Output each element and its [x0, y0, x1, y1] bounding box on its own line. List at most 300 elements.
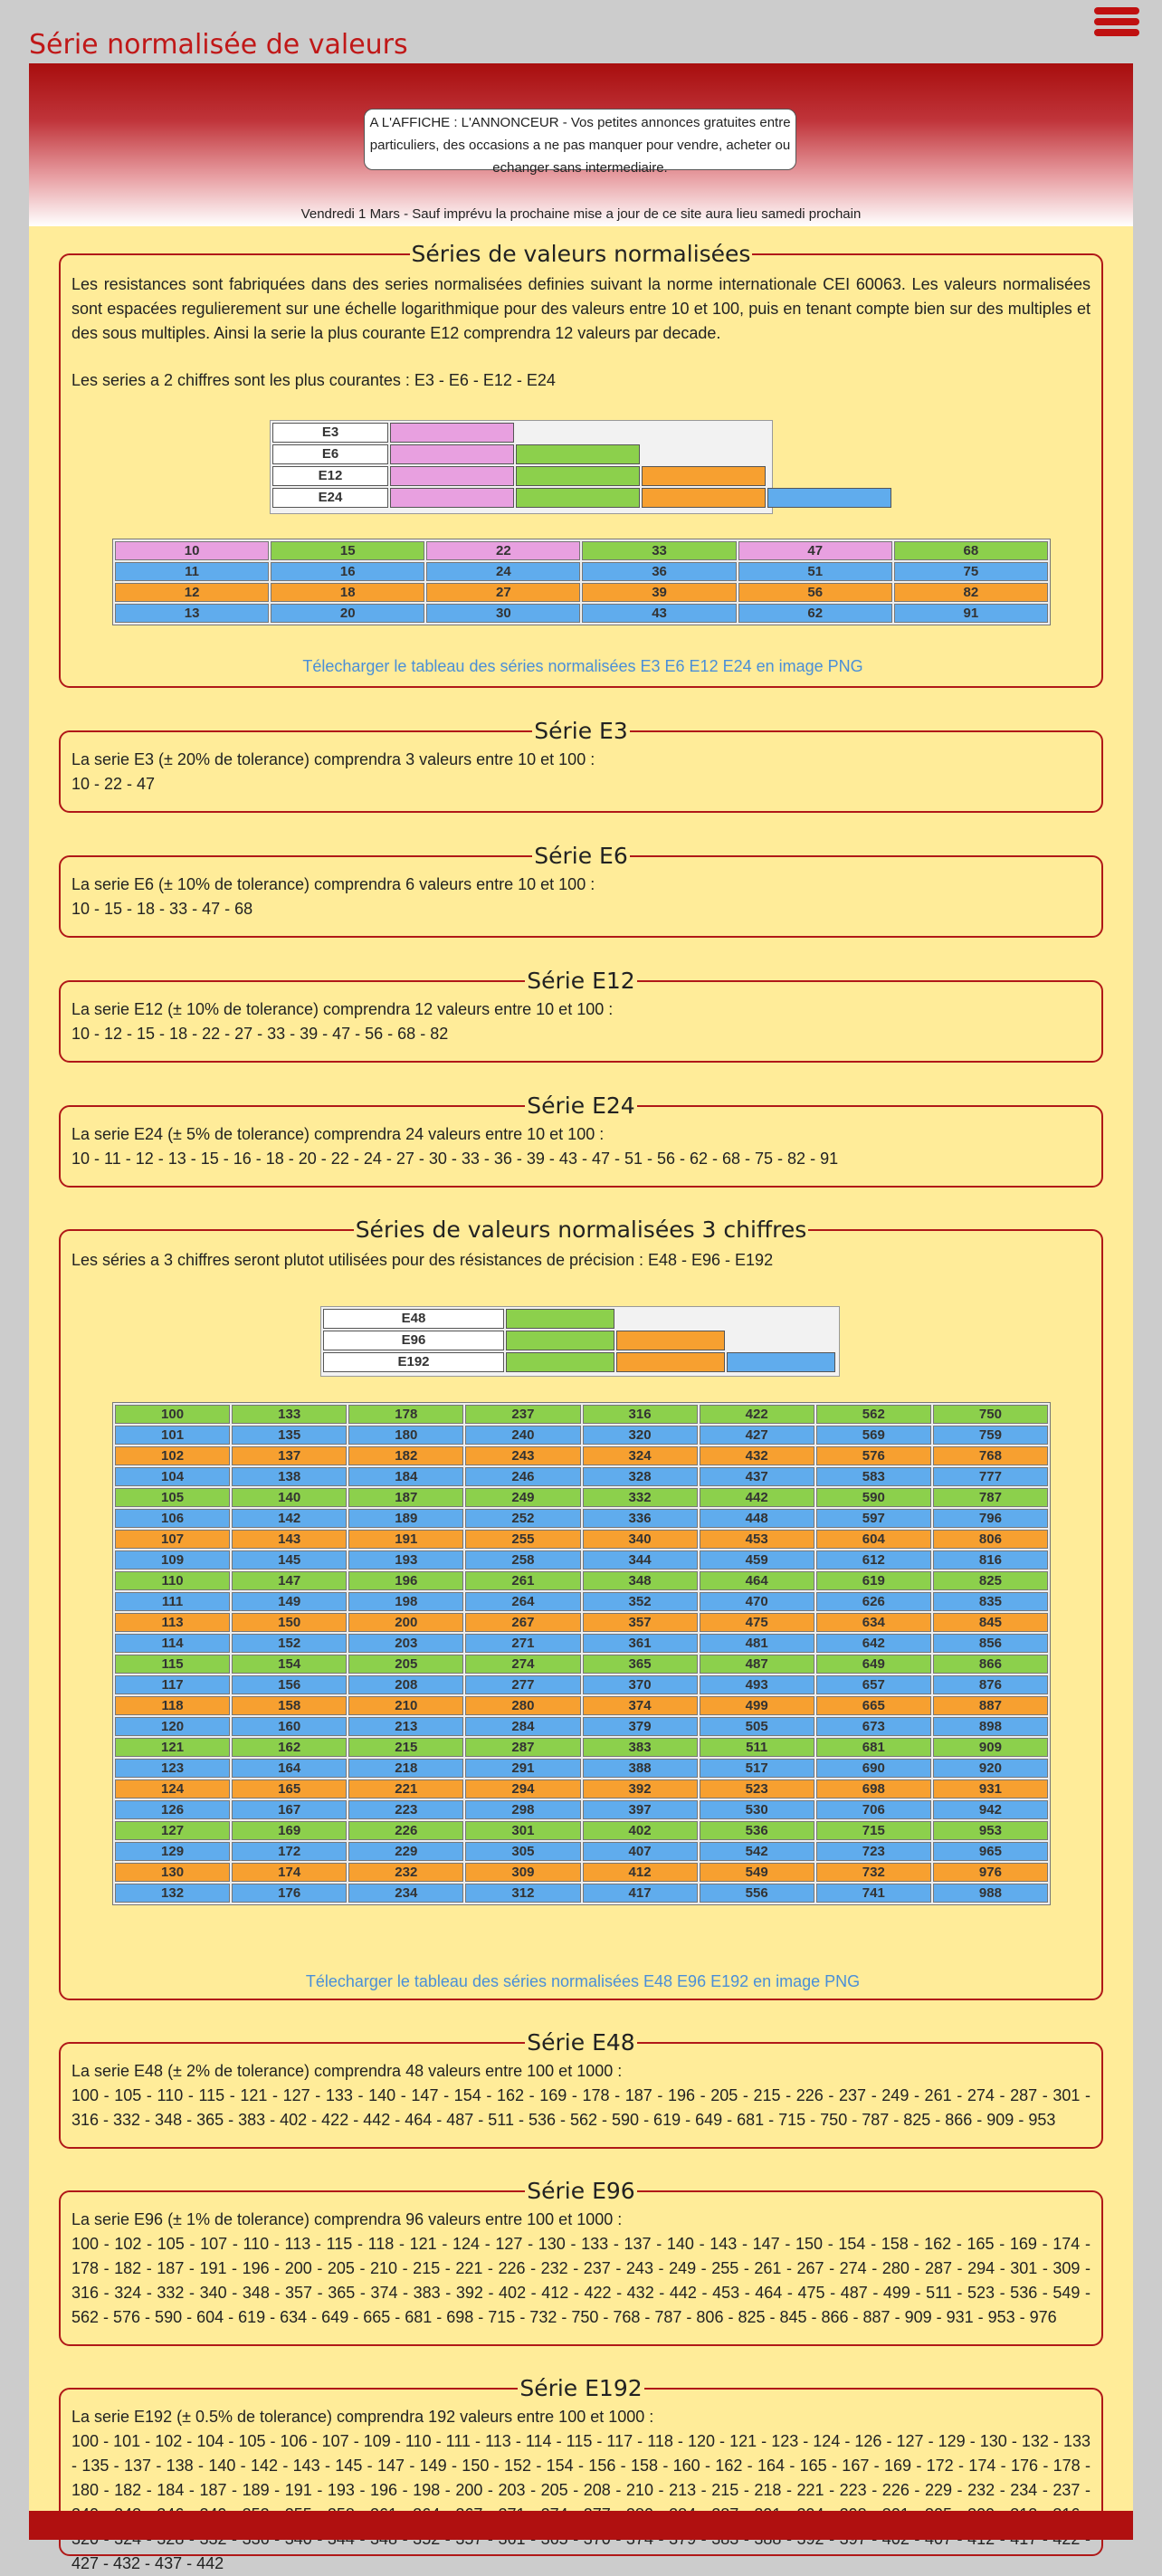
section-serie-e12: [59, 968, 1103, 1063]
table-cell: 203: [348, 1634, 463, 1653]
table-cell: 412: [583, 1863, 698, 1882]
table-cell: 198: [348, 1592, 463, 1611]
section-title: Série E3: [534, 718, 628, 744]
table-cell: 162: [232, 1738, 347, 1757]
table-cell: 274: [465, 1655, 580, 1674]
serie-description: La serie E48 (± 2% de tolerance) comprendra 48 valeurs entre 100 et 1000 :: [71, 2062, 623, 2080]
table-cell: 448: [700, 1509, 814, 1528]
table-cell: 777: [933, 1467, 1048, 1486]
table-row: [115, 1509, 1048, 1528]
table-cell: 768: [933, 1446, 1048, 1465]
series-label: E24: [272, 488, 388, 508]
table-cell: 205: [348, 1655, 463, 1674]
table-row: [115, 1426, 1048, 1445]
table-cell: 172: [232, 1842, 347, 1861]
table-cell: 196: [348, 1571, 463, 1590]
subtitle-text: Les series a 2 chiffres sont les plus courantes : E3 - E6 - E12 - E24: [71, 371, 556, 389]
table-cell: 160: [232, 1717, 347, 1736]
table-cell: 634: [816, 1613, 931, 1632]
table-cell: 120: [115, 1717, 230, 1736]
table-cell: 866: [933, 1655, 1048, 1674]
table-cell: 156: [232, 1675, 347, 1694]
table-cell: 750: [933, 1405, 1048, 1424]
table-cell: 169: [232, 1821, 347, 1840]
table-cell: 931: [933, 1779, 1048, 1798]
table-cell: 690: [816, 1759, 931, 1778]
download-link[interactable]: Télecharger le tableau des séries normalisées E48 E96 E192 en image PNG: [305, 1972, 861, 1990]
table-row: [115, 1821, 1048, 1840]
values-table: [112, 539, 1051, 625]
table-cell: 583: [816, 1467, 931, 1486]
table-cell: 105: [115, 1488, 230, 1507]
table-cell: 135: [232, 1426, 347, 1445]
table-cell: 556: [700, 1884, 814, 1903]
table-cell: 284: [465, 1717, 580, 1736]
section-title: Séries de valeurs normalisées 3 chiffres: [355, 1216, 807, 1243]
table-cell: 277: [465, 1675, 580, 1694]
serie-values: 10 - 12 - 15 - 18 - 22 - 27 - 33 - 39 - 47 - 56 - 68 - 82: [71, 1025, 449, 1043]
table-cell: 193: [348, 1550, 463, 1569]
table-cell: 344: [583, 1550, 698, 1569]
table-cell: 612: [816, 1550, 931, 1569]
table-cell: 976: [933, 1863, 1048, 1882]
table-row: [115, 1800, 1048, 1819]
table-cell: 920: [933, 1759, 1048, 1778]
table-cell: 787: [933, 1488, 1048, 1507]
series-label: E48: [323, 1309, 504, 1329]
values-table: [112, 1402, 1051, 1905]
table-cell: 309: [465, 1863, 580, 1882]
section-series-normalisees: [59, 241, 1103, 688]
table-cell: 180: [348, 1426, 463, 1445]
table-cell: 237: [465, 1405, 580, 1424]
table-row: [115, 562, 1048, 581]
series-label: E96: [323, 1331, 504, 1350]
table-cell: 698: [816, 1779, 931, 1798]
table-cell: 10: [115, 541, 269, 560]
table-cell: 130: [115, 1863, 230, 1882]
table-cell: 312: [465, 1884, 580, 1903]
table-cell: 267: [465, 1613, 580, 1632]
table-cell: 909: [933, 1738, 1048, 1757]
table-cell: 845: [933, 1613, 1048, 1632]
table-cell: 75: [894, 562, 1048, 581]
table-row: [115, 1884, 1048, 1903]
table-cell: 348: [583, 1571, 698, 1590]
table-cell: 604: [816, 1530, 931, 1549]
table-cell: 115: [115, 1655, 230, 1674]
banner: [29, 63, 1133, 226]
table-cell: 142: [232, 1509, 347, 1528]
table-cell: 741: [816, 1884, 931, 1903]
table-cell: 129: [115, 1842, 230, 1861]
table-cell: 226: [348, 1821, 463, 1840]
series-bar: [516, 488, 640, 508]
series-bar: [390, 466, 514, 486]
serie-values: 10 - 15 - 18 - 33 - 47 - 68: [71, 900, 253, 918]
table-cell: 301: [465, 1821, 580, 1840]
table-cell: 898: [933, 1717, 1048, 1736]
section-title: Série E96: [527, 2178, 635, 2204]
table-cell: 437: [700, 1467, 814, 1486]
series-label: E6: [272, 444, 388, 464]
table-cell: 176: [232, 1884, 347, 1903]
series-chart: [270, 420, 773, 514]
table-cell: 158: [232, 1696, 347, 1715]
table-cell: 246: [465, 1467, 580, 1486]
table-cell: 397: [583, 1800, 698, 1819]
table-cell: 132: [115, 1884, 230, 1903]
table-row: [115, 1446, 1048, 1465]
table-cell: 806: [933, 1530, 1048, 1549]
table-cell: 22: [426, 541, 580, 560]
table-cell: 590: [816, 1488, 931, 1507]
table-cell: 422: [700, 1405, 814, 1424]
table-cell: 127: [115, 1821, 230, 1840]
top-bar: [0, 0, 1162, 63]
table-cell: 138: [232, 1467, 347, 1486]
table-cell: 110: [115, 1571, 230, 1590]
table-cell: 569: [816, 1426, 931, 1445]
table-cell: 36: [582, 562, 736, 581]
table-cell: 876: [933, 1675, 1048, 1694]
table-cell: 626: [816, 1592, 931, 1611]
table-cell: 123: [115, 1759, 230, 1778]
table-cell: 137: [232, 1446, 347, 1465]
table-cell: 24: [426, 562, 580, 581]
table-row: [115, 1571, 1048, 1590]
update-notice: Vendredi 1 Mars - Sauf imprévu la prochaine mise a jour de ce site aura lieu samedi prochain: [300, 206, 862, 222]
table-cell: 106: [115, 1509, 230, 1528]
series-bar: [516, 466, 640, 486]
series-bar: [616, 1352, 725, 1372]
table-cell: 383: [583, 1738, 698, 1757]
table-cell: 261: [465, 1571, 580, 1590]
table-row: [115, 1467, 1048, 1486]
table-cell: 33: [582, 541, 736, 560]
table-cell: 287: [465, 1738, 580, 1757]
table-row: [115, 1488, 1048, 1507]
series-bar: [516, 444, 640, 464]
hamburger-menu-icon[interactable]: [1094, 7, 1139, 40]
site-title[interactable]: Série normalisée de valeurs: [29, 29, 408, 61]
table-cell: 62: [738, 604, 892, 623]
table-row: [115, 541, 1048, 560]
table-cell: 856: [933, 1634, 1048, 1653]
series-bar: [727, 1352, 835, 1372]
table-cell: 280: [465, 1696, 580, 1715]
table-cell: 549: [700, 1863, 814, 1882]
table-cell: 249: [465, 1488, 580, 1507]
table-cell: 576: [816, 1446, 931, 1465]
table-cell: 147: [232, 1571, 347, 1590]
section-title: Séries de valeurs normalisées: [411, 241, 751, 267]
table-cell: 536: [700, 1821, 814, 1840]
table-cell: 370: [583, 1675, 698, 1694]
table-row: [115, 1675, 1048, 1694]
table-cell: 796: [933, 1509, 1048, 1528]
series-bar: [390, 444, 514, 464]
table-cell: 493: [700, 1675, 814, 1694]
table-cell: 487: [700, 1655, 814, 1674]
table-cell: 365: [583, 1655, 698, 1674]
table-cell: 200: [348, 1613, 463, 1632]
series-bar: [767, 488, 891, 508]
table-cell: 511: [700, 1738, 814, 1757]
table-cell: 953: [933, 1821, 1048, 1840]
table-cell: 459: [700, 1550, 814, 1569]
table-cell: 392: [583, 1779, 698, 1798]
table-cell: 47: [738, 541, 892, 560]
table-cell: 305: [465, 1842, 580, 1861]
table-cell: 232: [348, 1863, 463, 1882]
table-cell: 442: [700, 1488, 814, 1507]
table-cell: 505: [700, 1717, 814, 1736]
serie-values: 10 - 11 - 12 - 13 - 15 - 16 - 18 - 20 - 22 - 24 - 27 - 30 - 33 - 36 - 39 - 43 - 47 - 51 - 56 - 62 - 68 - 75 - 82 - 91: [71, 1150, 839, 1168]
table-cell: 114: [115, 1634, 230, 1653]
table-cell: 825: [933, 1571, 1048, 1590]
table-cell: 140: [232, 1488, 347, 1507]
table-cell: 432: [700, 1446, 814, 1465]
table-cell: 562: [816, 1405, 931, 1424]
serie-description: La serie E24 (± 5% de tolerance) comprendra 24 valeurs entre 10 et 100 :: [71, 1125, 605, 1143]
table-cell: 379: [583, 1717, 698, 1736]
table-cell: 723: [816, 1842, 931, 1861]
table-cell: 150: [232, 1613, 347, 1632]
series-label: E192: [323, 1352, 504, 1372]
table-cell: 223: [348, 1800, 463, 1819]
series-bar: [390, 488, 514, 508]
section-serie-e48: [59, 2029, 1103, 2149]
table-cell: 221: [348, 1779, 463, 1798]
table-cell: 470: [700, 1592, 814, 1611]
table-cell: 523: [700, 1779, 814, 1798]
table-cell: 121: [115, 1738, 230, 1757]
table-cell: 835: [933, 1592, 1048, 1611]
section-series-3-chiffres: [59, 1216, 1103, 2000]
table-cell: 30: [426, 604, 580, 623]
table-cell: 816: [933, 1550, 1048, 1569]
series-label: E12: [272, 466, 388, 486]
table-cell: 361: [583, 1634, 698, 1653]
intro-text: Les resistances sont fabriquées dans des series normalisées definies suivant la norme internationale CEI 60063. Les valeurs normalisées sont espacées regulierement sur une échelle logarithmique pour des valeurs entre 10 et 100, puis en tenant compte bien sur des multiples et des sous multiples. Ainsi la serie la plus courante E12 comprendra 12 valeurs par decade.: [71, 275, 1091, 342]
table-cell: 453: [700, 1530, 814, 1549]
table-cell: 407: [583, 1842, 698, 1861]
table-cell: 475: [700, 1613, 814, 1632]
table-cell: 388: [583, 1759, 698, 1778]
table-cell: 517: [700, 1759, 814, 1778]
table-cell: 252: [465, 1509, 580, 1528]
table-cell: 117: [115, 1675, 230, 1694]
series-bar: [506, 1331, 614, 1350]
table-cell: 107: [115, 1530, 230, 1549]
table-row: [115, 1779, 1048, 1798]
table-cell: 51: [738, 562, 892, 581]
table-cell: 665: [816, 1696, 931, 1715]
table-cell: 102: [115, 1446, 230, 1465]
table-cell: 340: [583, 1530, 698, 1549]
series-bar: [390, 423, 514, 443]
table-cell: 16: [271, 562, 424, 581]
table-cell: 109: [115, 1550, 230, 1569]
table-cell: 294: [465, 1779, 580, 1798]
series-bar: [616, 1331, 725, 1350]
table-cell: 15: [271, 541, 424, 560]
footer-bar: [29, 2511, 1133, 2540]
table-cell: 118: [115, 1696, 230, 1715]
table-cell: 143: [232, 1530, 347, 1549]
table-cell: 210: [348, 1696, 463, 1715]
table-cell: 481: [700, 1634, 814, 1653]
table-cell: 258: [465, 1550, 580, 1569]
table-cell: 56: [738, 583, 892, 602]
table-cell: 264: [465, 1592, 580, 1611]
series-bar: [506, 1352, 614, 1372]
table-cell: 464: [700, 1571, 814, 1590]
serie-description: La serie E12 (± 10% de tolerance) comprendra 12 valeurs entre 10 et 100 :: [71, 1000, 614, 1018]
table-cell: 402: [583, 1821, 698, 1840]
table-cell: 182: [348, 1446, 463, 1465]
table-cell: 240: [465, 1426, 580, 1445]
table-cell: 320: [583, 1426, 698, 1445]
table-cell: 82: [894, 583, 1048, 602]
table-cell: 165: [232, 1779, 347, 1798]
table-row: [115, 1634, 1048, 1653]
table-cell: 152: [232, 1634, 347, 1653]
table-cell: 357: [583, 1613, 698, 1632]
table-cell: 759: [933, 1426, 1048, 1445]
table-cell: 68: [894, 541, 1048, 560]
table-cell: 374: [583, 1696, 698, 1715]
table-cell: 942: [933, 1800, 1048, 1819]
table-cell: 417: [583, 1884, 698, 1903]
table-cell: 191: [348, 1530, 463, 1549]
table-cell: 91: [894, 604, 1048, 623]
table-cell: 189: [348, 1509, 463, 1528]
table-cell: 154: [232, 1655, 347, 1674]
table-cell: 101: [115, 1426, 230, 1445]
section-title: Série E192: [519, 2375, 643, 2401]
table-cell: 715: [816, 1821, 931, 1840]
table-cell: 187: [348, 1488, 463, 1507]
table-row: [115, 1655, 1048, 1674]
table-cell: 12: [115, 583, 269, 602]
table-cell: 427: [700, 1426, 814, 1445]
table-cell: 328: [583, 1467, 698, 1486]
subtitle-text: Les séries a 3 chiffres seront plutot utilisées pour des résistances de précision : E48 - E96 - E192: [71, 1251, 774, 1269]
serie-description: La serie E6 (± 10% de tolerance) comprendra 6 valeurs entre 10 et 100 :: [71, 875, 595, 893]
table-row: [115, 1738, 1048, 1757]
table-cell: 649: [816, 1655, 931, 1674]
series-bar: [642, 466, 766, 486]
serie-values: 100 - 105 - 110 - 115 - 121 - 127 - 133 - 140 - 147 - 154 - 162 - 169 - 178 - 187 - 196 - 205 - 215 - 226 - 237 - 249 - 261 - 274 - 287 - 301 - 316 - 332 - 348 - 365 - 383 - 402 - 422 - 442 - 464 - 487 - 511 - 536 - 562 - 590 - 619 - 649 - 681 - 715 - 750 - 787 - 825 - 866 - 909 - 953: [71, 2086, 1091, 2129]
main-content: [29, 226, 1133, 2572]
table-cell: 324: [583, 1446, 698, 1465]
section-title: Série E6: [534, 843, 628, 869]
table-cell: 39: [582, 583, 736, 602]
table-cell: 184: [348, 1467, 463, 1486]
table-cell: 100: [115, 1405, 230, 1424]
serie-description: La serie E3 (± 20% de tolerance) comprendra 3 valeurs entre 10 et 100 :: [71, 750, 595, 768]
table-cell: 149: [232, 1592, 347, 1611]
table-cell: 499: [700, 1696, 814, 1715]
table-cell: 43: [582, 604, 736, 623]
table-cell: 298: [465, 1800, 580, 1819]
table-cell: 243: [465, 1446, 580, 1465]
table-cell: 316: [583, 1405, 698, 1424]
table-cell: 113: [115, 1613, 230, 1632]
table-cell: 642: [816, 1634, 931, 1653]
table-cell: 178: [348, 1405, 463, 1424]
section-serie-e24: [59, 1092, 1103, 1188]
series-bar: [642, 488, 766, 508]
table-cell: 352: [583, 1592, 698, 1611]
announcement-box[interactable]: A L'AFFICHE : L'ANNONCEUR - Vos petites annonces gratuites entre particuliers, des occasions a ne pas manquer pour vendre, acheter ou echanger sans intermediaire.: [364, 109, 796, 170]
table-cell: 619: [816, 1571, 931, 1590]
table-cell: 218: [348, 1759, 463, 1778]
table-cell: 213: [348, 1717, 463, 1736]
table-cell: 657: [816, 1675, 931, 1694]
section-serie-e96: [59, 2178, 1103, 2346]
table-cell: 229: [348, 1842, 463, 1861]
table-cell: 215: [348, 1738, 463, 1757]
table-row: [115, 1405, 1048, 1424]
serie-description: La serie E96 (± 1% de tolerance) comprendra 96 valeurs entre 100 et 1000 :: [71, 2210, 623, 2228]
table-cell: 255: [465, 1530, 580, 1549]
table-cell: 530: [700, 1800, 814, 1819]
table-cell: 133: [232, 1405, 347, 1424]
download-link[interactable]: Télecharger le tableau des séries normalisées E3 E6 E12 E24 en image PNG: [302, 657, 863, 675]
table-row: [115, 1550, 1048, 1569]
table-cell: 126: [115, 1800, 230, 1819]
section-title: Série E48: [527, 2029, 635, 2056]
table-row: [115, 1717, 1048, 1736]
table-cell: 20: [271, 604, 424, 623]
table-cell: 681: [816, 1738, 931, 1757]
series-bar: [506, 1309, 614, 1329]
table-cell: 706: [816, 1800, 931, 1819]
table-cell: 145: [232, 1550, 347, 1569]
serie-values: 10 - 22 - 47: [71, 775, 156, 793]
series-label: E3: [272, 423, 388, 443]
table-row: [115, 1696, 1048, 1715]
table-cell: 164: [232, 1759, 347, 1778]
table-cell: 887: [933, 1696, 1048, 1715]
table-cell: 597: [816, 1509, 931, 1528]
table-row: [115, 1759, 1048, 1778]
serie-values: 100 - 101 - 102 - 104 - 105 - 106 - 107 - 109 - 110 - 111 - 113 - 114 - 115 - 117 - 118 - 120 - 121 - 123 - 124 - 126 - 127 - 129 - 130 - 132 - 133 - 135 - 137 - 138 - 140 - 142 - 143 - 145 - 147 - 149 - 150 - 152 - 154 - 156 - 158 - 160 - 162 - 164 - 165 - 167 - 169 - 172 - 174 - 176 - 178 - 180 - 182 - 184 - 187 - 189 - 191 - 193 - 196 - 198 - 200 - 203 - 205 - 208 - 210 - 213 - 215 - 218 - 221 - 223 - 226 - 229 - 232 - 234 - 237 - 427 - 432 - 437 - 442: [71, 2432, 1091, 2572]
table-cell: 27: [426, 583, 580, 602]
table-row: [115, 1613, 1048, 1632]
table-cell: 167: [232, 1800, 347, 1819]
serie-description: La serie E192 (± 0.5% de tolerance) comprendra 192 valeurs entre 100 et 1000 :: [71, 2408, 654, 2426]
table-cell: 291: [465, 1759, 580, 1778]
table-cell: 336: [583, 1509, 698, 1528]
table-cell: 111: [115, 1592, 230, 1611]
table-cell: 174: [232, 1863, 347, 1882]
table-cell: 732: [816, 1863, 931, 1882]
table-cell: 542: [700, 1842, 814, 1861]
table-row: [115, 1863, 1048, 1882]
series-chart: [320, 1306, 840, 1377]
table-cell: 673: [816, 1717, 931, 1736]
table-cell: 965: [933, 1842, 1048, 1861]
section-title: Série E24: [527, 1092, 635, 1119]
serie-values: 100 - 102 - 105 - 107 - 110 - 113 - 115 - 118 - 121 - 124 - 127 - 130 - 133 - 137 - 140 - 143 - 147 - 150 - 154 - 158 - 162 - 165 - 169 - 174 - 178 - 182 - 187 - 191 - 196 - 200 - 205 - 210 - 215 - 221 - 226 - 232 - 237 - 243 - 249 - 255 - 261 - 267 - 274 - 280 - 287 - 294 - 301 - 309 - 316 - 324 - 332 - 340 - 348 - 357 - 365 - 374 - 383 - 392 - 402 - 412 - 422 - 432 - 442 - 453 - 464 - 475 - 487 - 499 - 511 - 523 - 536 - 549 - 562 - 576 - 590 - 604 - 619 - 634 - 649 - 665 - 681 - 698 - 715 - 732 - 750 - 768 - 787 - 806 - 825 - 845 - 866 - 887 - 909 - 931 - 953 - 976: [71, 2235, 1091, 2326]
table-cell: 18: [271, 583, 424, 602]
table-row: [115, 1592, 1048, 1611]
section-title: Série E12: [527, 968, 635, 994]
